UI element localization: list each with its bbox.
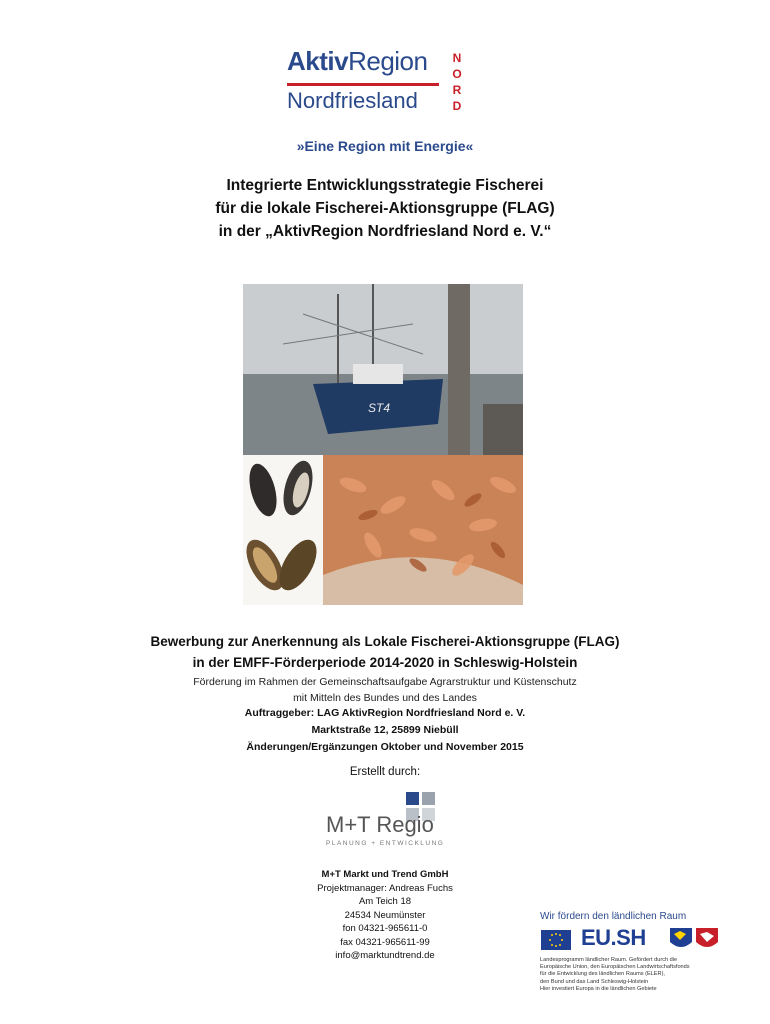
title-line: für die lokale Fischerei-Aktionsgruppe (FLAG) [215, 200, 555, 217]
mt-regio-subtitle: PLANUNG + ENTWICKLUNG [326, 840, 445, 847]
logo-nordfriesland: Nordfriesland [287, 88, 418, 113]
address-line: Projektmanager: Andreas Fuchs [317, 882, 453, 894]
company-name: M+T Markt und Trend GmbH [321, 869, 449, 880]
eu-funding-text [540, 957, 730, 993]
address-line: fax 04321-965611-99 [340, 936, 430, 948]
email-address: info@marktundtrend.de [335, 950, 435, 961]
document-title [0, 174, 770, 243]
logo-red-rule [287, 83, 439, 86]
eu-text-line: Hier investiert Europa in die ländlichen Gebiete [540, 985, 657, 992]
funding-line: Förderung im Rahmen der Gemeinschaftsaufgabe Agrarstruktur und Küstenschutz [193, 676, 577, 688]
logo-nord-letter: N [452, 51, 462, 65]
shrimp-photo [323, 455, 523, 605]
logo-square [406, 792, 419, 805]
created-by-label: Erstellt durch: [349, 766, 421, 778]
slogan: »Eine Region mit Energie« [296, 138, 474, 154]
eu-slogan: Wir fördern den ländlichen Raum [540, 911, 687, 922]
contract-line: Auftraggeber: LAG AktivRegion Nordfriesland Nord e. V. [244, 707, 526, 719]
eu-flag-icon [541, 930, 571, 950]
logo-nord-letter: O [452, 67, 462, 81]
eu-sh-brand: EU.SH [581, 925, 646, 950]
fishing-boat-photo [243, 284, 523, 455]
address-line: fon 04321-965611-0 [342, 923, 428, 934]
logo-nord-vertical [451, 50, 463, 114]
boat-illustration [243, 284, 523, 455]
address-line: Am Teich 18 [358, 896, 412, 907]
contract-info [0, 705, 770, 756]
boat-registration: ST4 [368, 401, 391, 415]
logo-square [422, 792, 435, 805]
coat-of-arms-icon [668, 926, 720, 952]
logo-nord-letter: R [452, 83, 462, 97]
logo-word-aktiv: Aktiv [287, 46, 349, 76]
application-heading [0, 631, 770, 673]
logo-nord-letter: D [452, 99, 462, 113]
title-line: in der „AktivRegion Nordfriesland Nord e. V.“ [218, 223, 552, 240]
title-line: Integrierte Entwicklungsstrategie Fischerei [226, 177, 544, 194]
contract-line: Änderungen/Ergänzungen Oktober und November 2015 [246, 741, 524, 753]
eu-text-line: den Bund und das Land Schleswig-Holstein [540, 978, 649, 985]
address-line: 24534 Neumünster [344, 909, 426, 921]
application-line: in der EMFF-Förderperiode 2014-2020 in Schleswig-Holstein [192, 655, 578, 670]
mt-regio-name: M+T Regio [326, 812, 434, 837]
eu-text-line: für die Entwicklung des ländlichen Raums (ELER), [540, 971, 665, 978]
funding-note [0, 674, 770, 706]
logo-aktivregion [287, 46, 427, 77]
eu-text-line: Europäische Union, den Europäischen Landwirtschaftsfonds [540, 964, 690, 971]
eu-text-line: Landesprogramm ländlicher Raum. Gefördert durch die [540, 957, 678, 963]
contract-line: Marktstraße 12, 25899 Niebüll [311, 724, 459, 736]
funding-line: mit Mitteln des Bundes und des Landes [293, 692, 477, 704]
mussel-shells-photo [243, 455, 323, 605]
application-line: Bewerbung zur Anerkennung als Lokale Fischerei-Aktionsgruppe (FLAG) [150, 634, 620, 649]
logo-word-region: Region [348, 46, 428, 76]
